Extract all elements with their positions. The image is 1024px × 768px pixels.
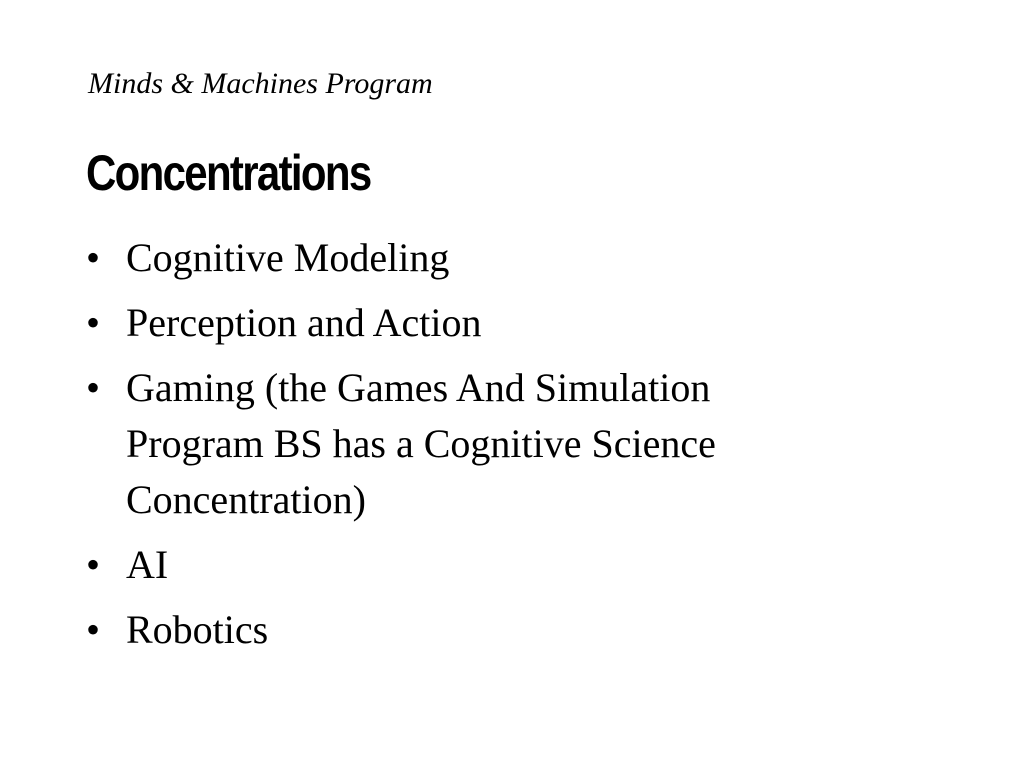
list-item-text: Perception and Action — [126, 300, 482, 345]
list-item-text: Cognitive Modeling — [126, 235, 450, 280]
list-item — [86, 602, 846, 658]
bullet-icon: • — [86, 607, 101, 652]
bullet-icon: • — [86, 542, 101, 587]
slide-title: Concentrations — [86, 145, 371, 201]
slide-subtitle: Minds & Machines Program — [88, 67, 433, 100]
bullet-icon: • — [86, 365, 101, 410]
list-item — [86, 537, 846, 593]
list-item-text: Gaming (the Games And Simulation Program BS has a Cognitive Science Concentration) — [126, 365, 716, 522]
list-item — [86, 295, 846, 351]
list-item-text: Robotics — [126, 607, 269, 652]
list-item-text: AI — [126, 542, 169, 587]
bullet-icon: • — [86, 300, 101, 345]
bullet-list — [86, 230, 846, 667]
bullet-icon: • — [86, 235, 101, 280]
list-item — [86, 230, 846, 286]
list-item — [86, 360, 846, 528]
